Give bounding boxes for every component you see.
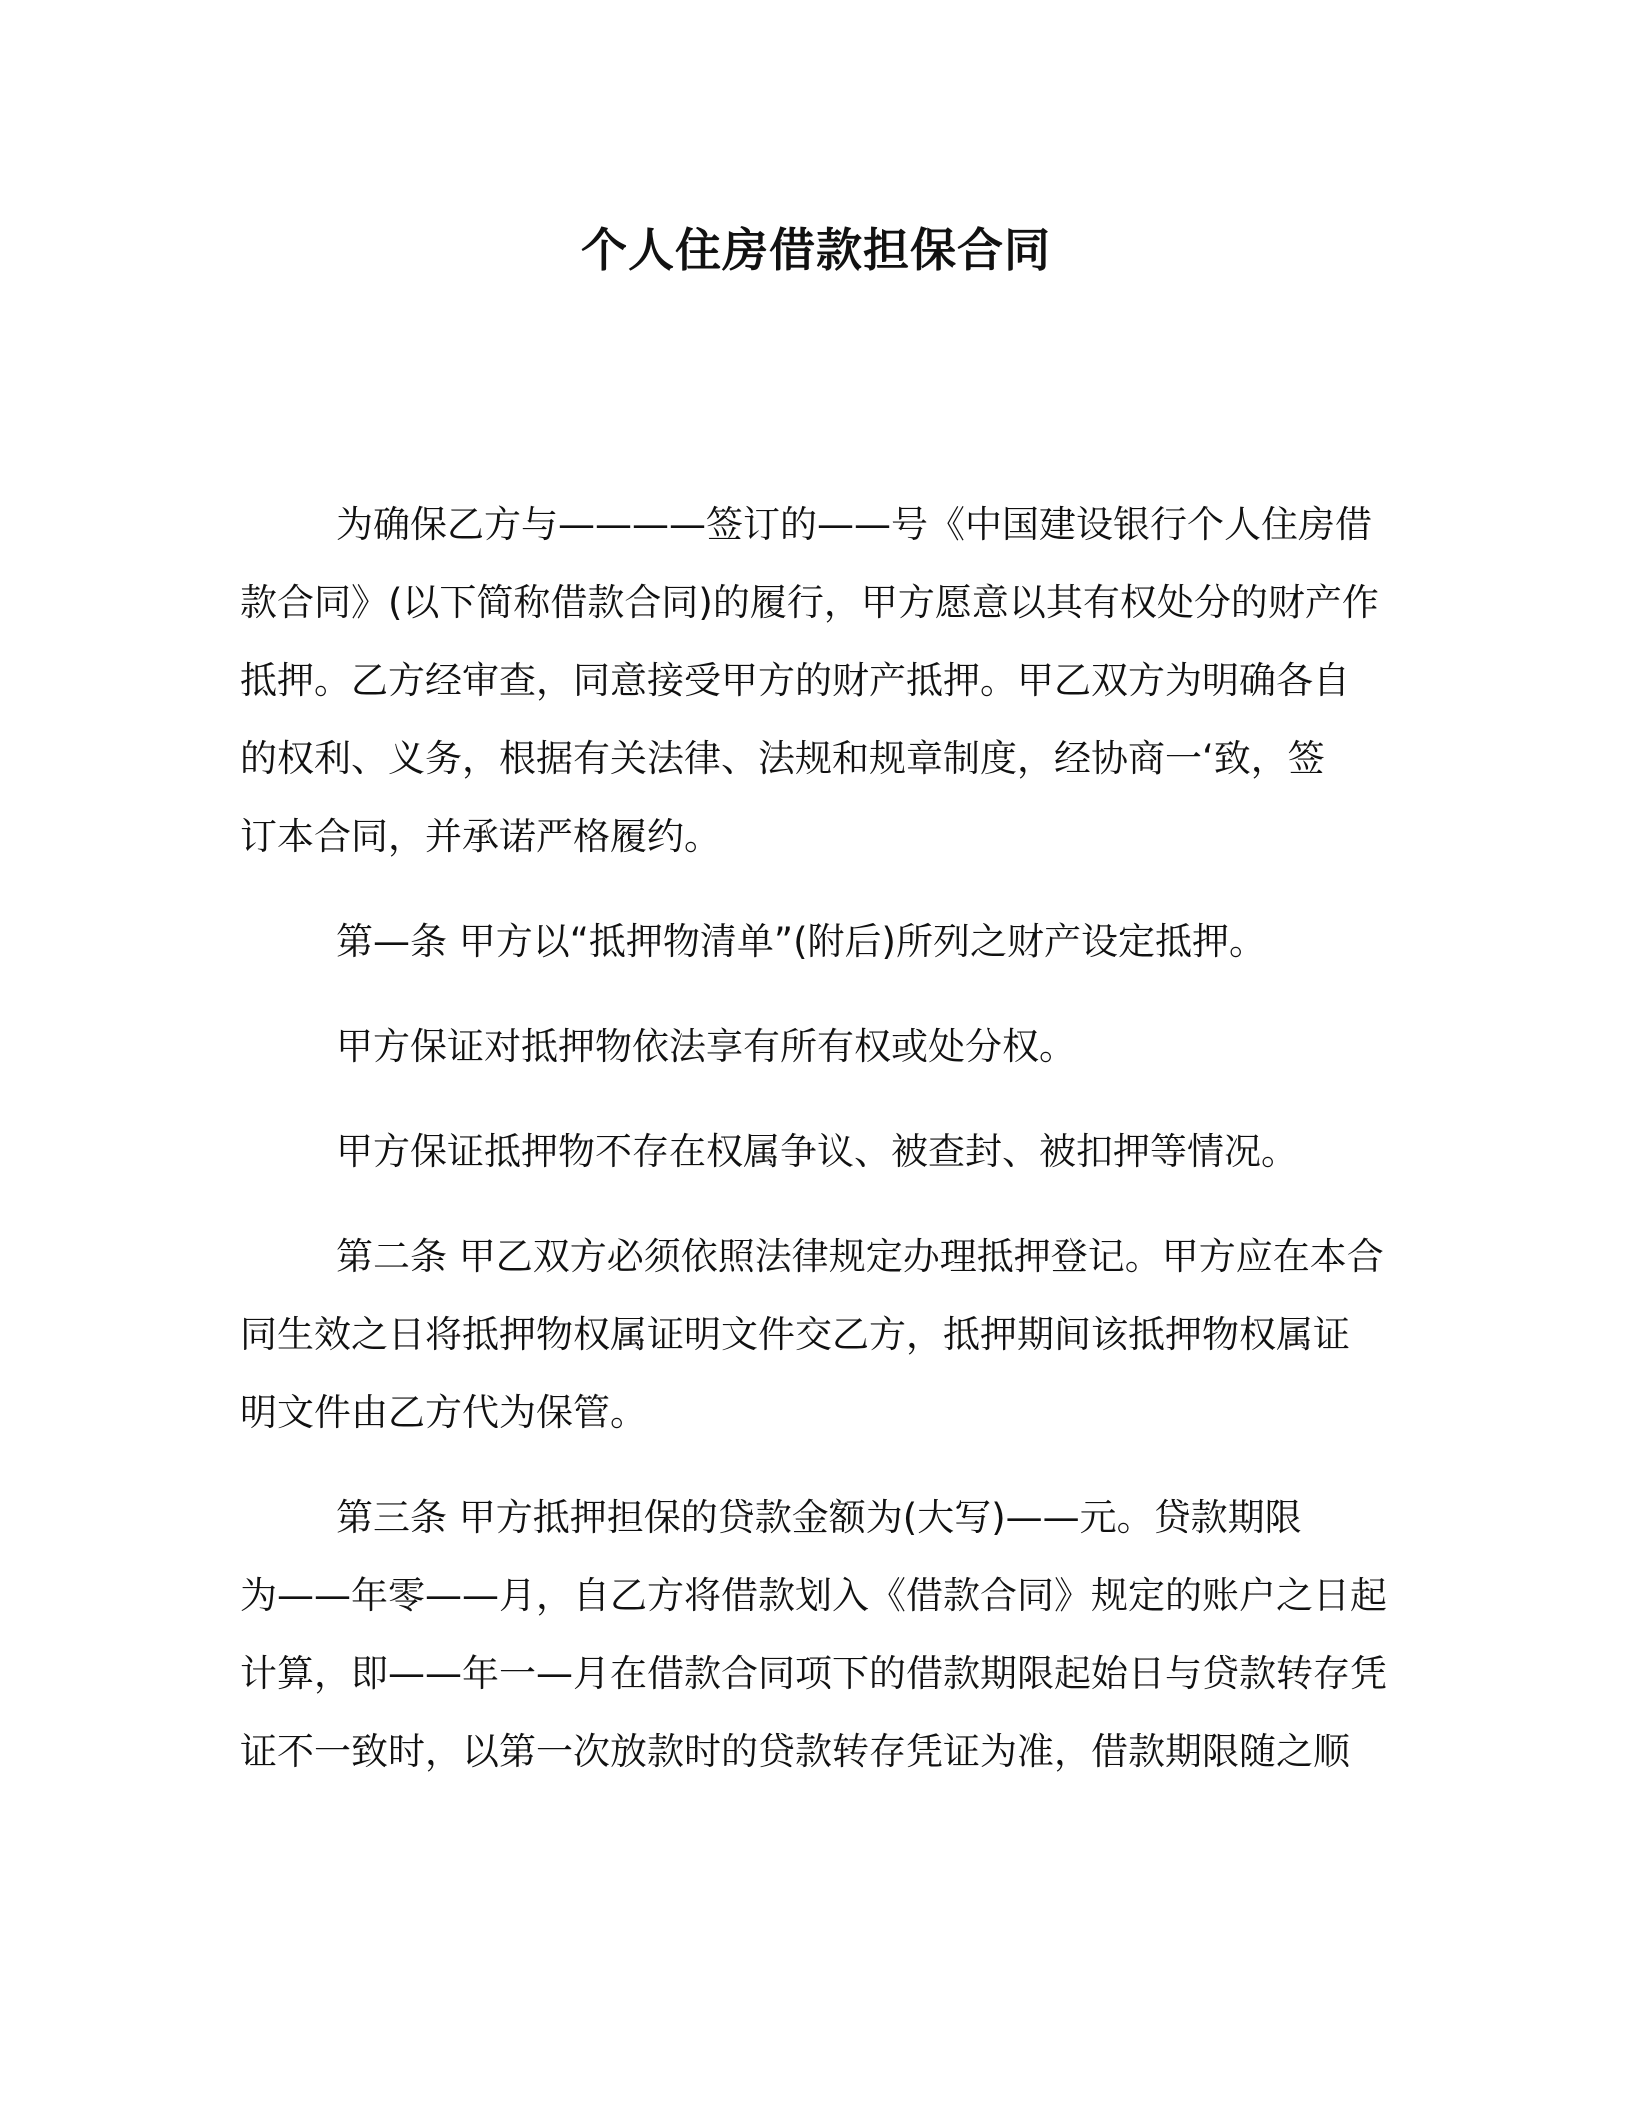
- text-line: 款合同》(以下简称借款合同)的履行，甲方愿意以其有权处分的财产作: [240, 581, 1379, 624]
- article-1-clause-no-dispute: [240, 1113, 1390, 1191]
- article-1-paragraph: [240, 903, 1390, 981]
- article-3-paragraph: [240, 1479, 1390, 1791]
- document-title: 个人住房借款担保合同: [581, 223, 1051, 277]
- text-line: 明文件由乙方代为保管。: [240, 1391, 647, 1434]
- text-line: 订本合同，并承诺严格履约。: [240, 815, 721, 858]
- text-line: 第二条 甲乙双方必须依照法律规定办理抵押登记。甲方应在本合: [336, 1235, 1384, 1278]
- article-2-paragraph: [240, 1218, 1390, 1452]
- document-body: [240, 486, 1390, 1818]
- text-line: 甲方保证抵押物不存在权属争议、被查封、被扣押等情况。: [336, 1130, 1298, 1173]
- text-line: 同生效之日将抵押物权属证明文件交乙方，抵押期间该抵押物权属证: [240, 1313, 1350, 1356]
- text-line: 的权利、义务，根据有关法律、法规和规章制度，经协商一‘致，签: [240, 737, 1325, 780]
- text-line: 第三条 甲方抵押担保的贷款金额为(大写)——元。贷款期限: [336, 1496, 1302, 1539]
- text-line: 为确保乙方与————签订的——号《中国建设银行个人住房借: [336, 503, 1372, 546]
- article-1-clause-ownership: [240, 1008, 1390, 1086]
- text-line: 证不一致时，以第一次放款时的贷款转存凭证为准，借款期限随之顺: [240, 1730, 1350, 1773]
- text-line: 第—条 甲方以“抵押物清单”(附后)所列之财产设定抵押。: [336, 920, 1266, 963]
- text-line: 为——年零——月，自乙方将借款划入《借款合同》规定的账户之日起: [240, 1574, 1387, 1617]
- preamble-paragraph: [240, 486, 1390, 876]
- text-line: 抵押。乙方经审查，同意接受甲方的财产抵押。甲乙双方为明确各自: [240, 659, 1350, 702]
- text-line: 计算，即——年一—月在借款合同项下的借款期限起始日与贷款转存凭: [240, 1652, 1387, 1695]
- text-line: 甲方保证对抵押物依法享有所有权或处分权。: [336, 1025, 1076, 1068]
